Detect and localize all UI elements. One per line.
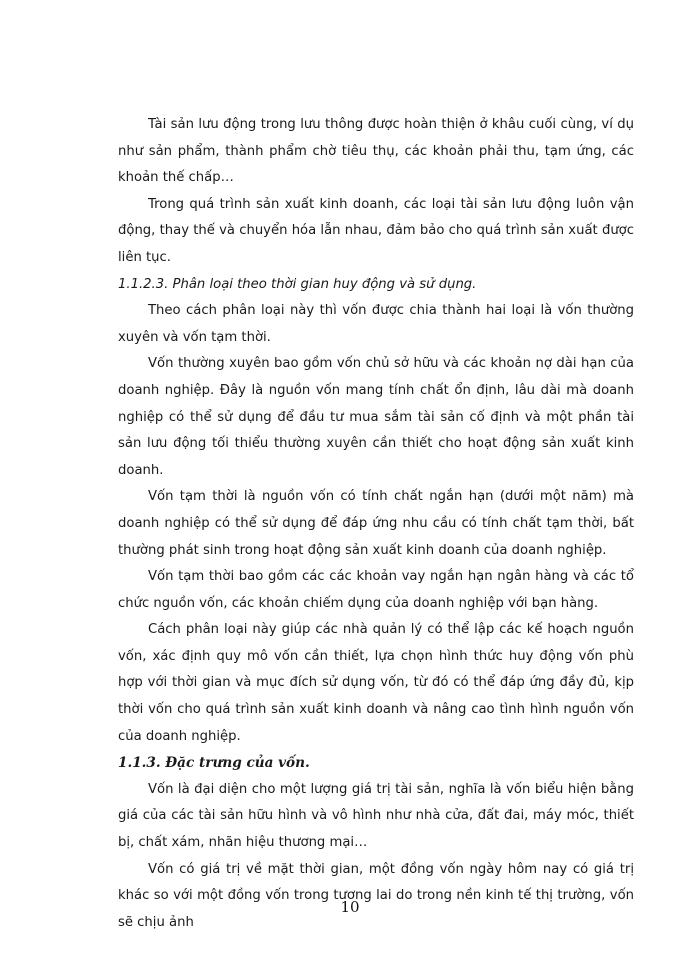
paragraph-classification-benefit: Cách phân loại này giúp các nhà quản lý có thể lập các kế hoạch nguồn vốn, xác định quy mô vốn cần thiết, lựa chọn hình thức huy động vốn phù hợp với thời gian và mục đích sử dụng vốn, từ đó có thể đáp ứng đầy đủ, kịp thời vốn cho quá trình sản xuất kinh doanh và nâng cao tình hình nguồn vốn của doanh nghiệp. [118, 622, 634, 744]
paragraph-permanent-capital: Vốn thường xuyên bao gồm vốn chủ sở hữu và các khoản nợ dài hạn của doanh nghiệp. Đây là nguồn vốn mang tính chất ổn định, lâu dài mà doanh nghiệp có thể sử dụng để đầu tư mua sắm tài sản cố định và một phần tài sản lưu động tối thiểu thường xuyên cần thiết cho hoạt động sản xuất kinh doanh. [118, 356, 634, 478]
paragraph-time-value-of-capital: Vốn có giá trị về mặt thời gian, một đồng vốn ngày hôm nay có giá trị khác so với một đồng vốn trong tương lai do trong nền kinh tế thị trường, vốn sẽ chịu ảnh [118, 861, 634, 930]
paragraph-temporary-capital: Vốn tạm thời là nguồn vốn có tính chất ngắn hạn (dưới một năm) mà doanh nghiệp có thể sử dụng để đáp ứng nhu cầu có tính chất tạm thời, bất thường phát sinh trong hoạt động sản xuất kinh doanh của doanh nghiệp. [118, 489, 634, 558]
paragraph-current-assets-in-circulation: Tài sản lưu động trong lưu thông được hoàn thiện ở khâu cuối cùng, ví dụ như sản phẩm, thành phẩm chờ tiêu thụ, các khoản phải thu, tạm ứng, các khoản thế chấp… [118, 117, 634, 186]
paragraph-capital-represents-value: Vốn là đại diện cho một lượng giá trị tài sản, nghĩa là vốn biểu hiện bằng giá của các tài sản hữu hình và vô hình như nhà cửa, đất đai, máy móc, thiết bị, chất xám, nhãn hiệu thương mại… [118, 781, 634, 851]
page-number: 10 [340, 898, 360, 916]
paragraph-temporary-capital-sources: Vốn tạm thời bao gồm các các khoản vay ngắn hạn ngân hàng và các tổ chức nguồn vốn, các khoản chiếm dụng của doanh nghiệp với bạn hàng. [118, 569, 634, 611]
section-heading-1-1-3: 1.1.3. Đặc trưng của vốn. [118, 755, 310, 772]
paragraph-assets-movement: Trong quá trình sản xuất kinh doanh, các loại tài sản lưu động luôn vận động, thay thế và chuyển hóa lẫn nhau, đảm bảo cho quá trình sản xuất được liên tục. [118, 196, 634, 265]
section-heading-1-1-2-3: 1.1.2.3. Phân loại theo thời gian huy động và sử dụng. [118, 276, 477, 292]
paragraph-classification-intro: Theo cách phân loại này thì vốn được chia thành hai loại là vốn thường xuyên và vốn tạm thời. [118, 303, 634, 345]
body-text [118, 112, 634, 936]
